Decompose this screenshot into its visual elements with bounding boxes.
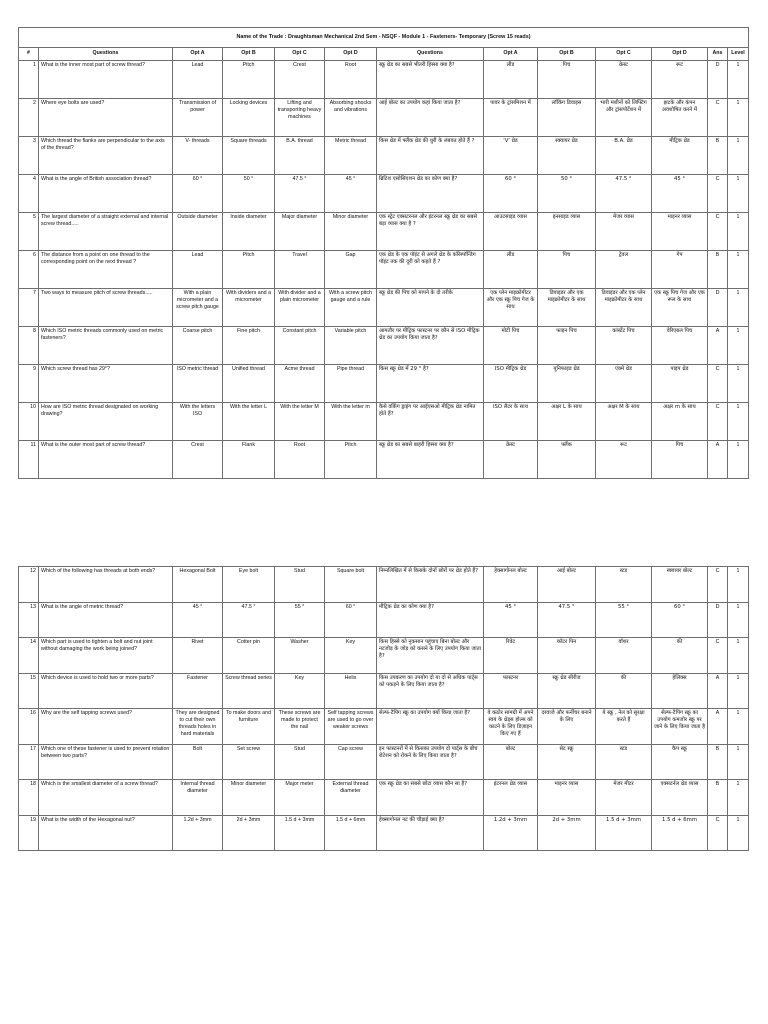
option-d-hindi: एक्सटर्नल थ्रेड व्यास <box>652 780 708 816</box>
answer-key: D <box>708 61 728 99</box>
question-text-hindi: निम्नलिखित में से किसके दोनों छोरों पर थ्रेड होते हैं? <box>377 567 484 603</box>
option-c: Constant pitch <box>275 327 325 365</box>
option-d: Minor diameter <box>325 213 377 251</box>
option-c: Lifting and transporting heavy machines <box>275 99 325 137</box>
option-a-hindi: लीड <box>484 251 538 289</box>
question-text-hindi: किस उपकरण का उपयोग दो या दो से अधिक पार्ट्स को पकड़ने के लिए किया जाता है? <box>377 673 484 709</box>
option-a: 60 ° <box>173 175 223 213</box>
question-table-page-2 <box>18 566 749 851</box>
option-a-hindi: आउटसाइड व्यास <box>484 213 538 251</box>
option-b: Locking devices <box>223 99 275 137</box>
question-text: Which thread the flanks are perpendicular to the axis of the thread? <box>39 137 173 175</box>
difficulty-level: 1 <box>728 815 749 851</box>
option-c: Major diameter <box>275 213 325 251</box>
answer-key: B <box>708 137 728 175</box>
difficulty-level: 1 <box>728 251 749 289</box>
question-number: 15 <box>19 673 39 709</box>
question-number: 13 <box>19 602 39 638</box>
question-row <box>19 441 749 479</box>
difficulty-level: 1 <box>728 673 749 709</box>
option-d-hindi: हेलिक्स <box>652 673 708 709</box>
option-d-hindi: एक स्क्रू पिच गेज और एक रूल के साथ <box>652 289 708 327</box>
option-b-hindi: पिच <box>538 61 596 99</box>
question-row <box>19 744 749 780</box>
option-c-hindi: डिवाइडर और एक प्लेन माइक्रोमीटर के साथ <box>596 289 652 327</box>
question-row <box>19 365 749 403</box>
option-a: Hexagonal Bolt <box>173 567 223 603</box>
header-hindi-question: Questions <box>377 48 484 61</box>
question-number: 1 <box>19 61 39 99</box>
option-d: Self tapping screws are used to go over weaker screws <box>325 709 377 745</box>
question-text-hindi: इन फास्टनरों में से किसका उपयोग दो पार्ट्स के बीच रोटेशन को रोकने के लिए किया जाता है? <box>377 744 484 780</box>
question-row <box>19 709 749 745</box>
header-level: Level <box>728 48 749 61</box>
question-text: Two ways to measure pitch of screw threads..... <box>39 289 173 327</box>
question-row <box>19 780 749 816</box>
option-d-hindi: सेल्फ-टैपिंग स्क्रू का उपयोग कमजोर स्क्रू पर जाने के लिए किया जाता है <box>652 709 708 745</box>
option-b: Eye bolt <box>223 567 275 603</box>
option-c: 1.5 d + 3mm <box>275 815 325 851</box>
option-b: With dividers and a micrometer <box>223 289 275 327</box>
answer-key: A <box>708 709 728 745</box>
question-row <box>19 61 749 99</box>
option-a-hindi: इंटरनल थ्रेड व्यास <box>484 780 538 816</box>
answer-key: B <box>708 780 728 816</box>
option-c-hindi: वॉशर <box>596 638 652 674</box>
question-row <box>19 99 749 137</box>
option-a: Bolt <box>173 744 223 780</box>
option-a: With the letters ISO <box>173 403 223 441</box>
option-d: Pitch <box>325 441 377 479</box>
question-text-hindi: स्क्रू थ्रेड की पिच को मापने के दो तरीके <box>377 289 484 327</box>
option-b-hindi: आई बोल्ट <box>538 567 596 603</box>
option-c: With divider and a plain micrometer <box>275 289 325 327</box>
answer-key: B <box>708 744 728 780</box>
option-b-hindi: 2d + 3mm <box>538 815 596 851</box>
question-text: What is the inner most part of screw thread? <box>39 61 173 99</box>
option-d: Key <box>325 638 377 674</box>
question-text-hindi: एक स्ट्रेट एक्सटरनल और इंटरनल स्क्रू थ्रेड का सबसे बड़ा व्यास क्या है ? <box>377 213 484 251</box>
answer-key: C <box>708 638 728 674</box>
option-a: Crest <box>173 441 223 479</box>
option-c-hindi: मेजर मीटर <box>596 780 652 816</box>
question-number: 19 <box>19 815 39 851</box>
option-a-hindi: फास्टनर <box>484 673 538 709</box>
question-text: Which one of these fastener is used to prevent rotation between two parts? <box>39 744 173 780</box>
option-a: Lead <box>173 61 223 99</box>
answer-key: B <box>708 251 728 289</box>
option-b-hindi: अक्षर L के साथ <box>538 403 596 441</box>
question-table-page-1 <box>18 27 749 479</box>
option-c: With the letter M <box>275 403 325 441</box>
question-text: The largest diameter of a straight external and internal screw thread..... <box>39 213 173 251</box>
option-b: Pitch <box>223 61 275 99</box>
table-body-page-2 <box>19 567 749 851</box>
difficulty-level: 1 <box>728 327 749 365</box>
option-b-hindi: स्क्वायर थ्रेड <box>538 137 596 175</box>
option-a-hindi: ISO मीट्रिक थ्रेड <box>484 365 538 403</box>
option-a: Outside diameter <box>173 213 223 251</box>
option-d: Root <box>325 61 377 99</box>
option-d-hindi: 45 ° <box>652 175 708 213</box>
option-b-hindi: इनसाइड व्यास <box>538 213 596 251</box>
difficulty-level: 1 <box>728 61 749 99</box>
option-a: 1.2d + 3mm <box>173 815 223 851</box>
option-c-hindi: भारी मशीनों को लिफ्टिंग और ट्रांसपोर्टेशन में <box>596 99 652 137</box>
option-a-hindi: मोटी पिच <box>484 327 538 365</box>
answer-key: A <box>708 327 728 365</box>
answer-key: C <box>708 213 728 251</box>
answer-key: C <box>708 567 728 603</box>
question-number: 8 <box>19 327 39 365</box>
option-c: Crest <box>275 61 325 99</box>
difficulty-level: 1 <box>728 744 749 780</box>
option-a: Rivet <box>173 638 223 674</box>
question-number: 3 <box>19 137 39 175</box>
difficulty-level: 1 <box>728 213 749 251</box>
question-text-hindi: एक थ्रेड के एक पॉइंट से अगले थ्रेड के कॉरेस्पॉन्डिंग पॉइंट तक की दूरी को कहते हैं ? <box>377 251 484 289</box>
difficulty-level: 1 <box>728 602 749 638</box>
option-c-hindi: 47.5 ° <box>596 175 652 213</box>
option-d: 1.5 d + 6mm <box>325 815 377 851</box>
question-number: 4 <box>19 175 39 213</box>
option-a: With a plain micrometer and a screw pitch gauge <box>173 289 223 327</box>
question-text-hindi: किस हिस्से को नुकसान पहुंचाए बिना बोल्ट और नटजोड़ के जोड़ को कसने के लिए उपयोग किया जाता है? <box>377 638 484 674</box>
option-d: Square bolt <box>325 567 377 603</box>
option-b: Square threads <box>223 137 275 175</box>
option-a-hindi: क्रेस्ट <box>484 441 538 479</box>
option-d-hindi: मीट्रिक थ्रेड <box>652 137 708 175</box>
option-d: Gap <box>325 251 377 289</box>
option-c-hindi: एक्मे थ्रेड <box>596 365 652 403</box>
header-hindi-opt-d: Opt D <box>652 48 708 61</box>
question-text: Which of the following has threads at both ends? <box>39 567 173 603</box>
question-number: 5 <box>19 213 39 251</box>
question-text-hindi: स्क्रू थ्रेड का सबसे भीतरी हिस्सा क्या है? <box>377 61 484 99</box>
option-b-hindi: पिच <box>538 251 596 289</box>
question-number: 9 <box>19 365 39 403</box>
answer-key: C <box>708 99 728 137</box>
question-text-hindi: कैसे वर्किंग ड्राइंग पर आईएसओ मीट्रिक थ्रेड नामित होते हैं? <box>377 403 484 441</box>
question-row <box>19 175 749 213</box>
question-text-hindi: किस स्क्रू थ्रेड में 29 ° है? <box>377 365 484 403</box>
option-a: Internal thread diameter <box>173 780 223 816</box>
option-d: With a screw pitch gauge and a rule <box>325 289 377 327</box>
question-text-hindi: सेल्फ-टैपिंग स्क्रू का उपयोग क्यों किया जाता है? <box>377 709 484 745</box>
option-d-hindi: पाइप थ्रेड <box>652 365 708 403</box>
option-a-hindi: लीड <box>484 61 538 99</box>
header-hindi-opt-a: Opt A <box>484 48 538 61</box>
question-text: The distance from a point on one thread to the corresponding point on the next thread ? <box>39 251 173 289</box>
question-row <box>19 638 749 674</box>
header-opt-d: Opt D <box>325 48 377 61</box>
option-a: 45 ° <box>173 602 223 638</box>
option-b-hindi: कॉटर पिन <box>538 638 596 674</box>
question-text: Which part is used to tighten a bolt and nut joint without damaging the work being joined? <box>39 638 173 674</box>
difficulty-level: 1 <box>728 709 749 745</box>
option-b-hindi: 50 ° <box>538 175 596 213</box>
title-row <box>19 28 749 48</box>
question-text-hindi: स्क्रू थ्रेड का सबसे बाहरी हिस्सा क्या है? <box>377 441 484 479</box>
option-a-hindi: बोल्ट <box>484 744 538 780</box>
option-a-hindi: 1.2d + 3mm <box>484 815 538 851</box>
header-row <box>19 48 749 61</box>
question-text: Which screw thread has 29°? <box>39 365 173 403</box>
header-opt-a: Opt A <box>173 48 223 61</box>
option-c-hindi: रूट <box>596 441 652 479</box>
option-b: Set screw <box>223 744 275 780</box>
answer-key: D <box>708 602 728 638</box>
question-number: 11 <box>19 441 39 479</box>
option-b: With the letter L <box>223 403 275 441</box>
option-b-hindi: दरवाजे और फर्नीचर बनाने के लिए <box>538 709 596 745</box>
option-a: Fastener <box>173 673 223 709</box>
header-opt-c: Opt C <box>275 48 325 61</box>
question-row <box>19 137 749 175</box>
header-hindi-opt-b: Opt B <box>538 48 596 61</box>
difficulty-level: 1 <box>728 137 749 175</box>
option-c: 47.5 ° <box>275 175 325 213</box>
question-number: 7 <box>19 289 39 327</box>
table-body-page-1 <box>19 28 749 479</box>
option-d-hindi: की <box>652 638 708 674</box>
option-d: With the letter m <box>325 403 377 441</box>
question-row <box>19 251 749 289</box>
question-text-hindi: आमतौर पर मीट्रिक फास्टनर पर कौन से ISO मीट्रिक थ्रेड का उपयोग किया जाता है? <box>377 327 484 365</box>
option-c-hindi: ये स्क्रू , नेल को सुरक्षा करते हैं <box>596 709 652 745</box>
question-text-hindi: हेक्सागोनल नट की चौड़ाई क्या है? <box>377 815 484 851</box>
answer-key: C <box>708 175 728 213</box>
option-d-hindi: कैप स्क्रू <box>652 744 708 780</box>
question-row <box>19 403 749 441</box>
option-b: 47.5 ° <box>223 602 275 638</box>
option-b-hindi: माइनर व्यास <box>538 780 596 816</box>
difficulty-level: 1 <box>728 289 749 327</box>
question-number: 14 <box>19 638 39 674</box>
question-row <box>19 567 749 603</box>
option-b-hindi: डिवाइडर और एक माइक्रोमीटर के साथ <box>538 289 596 327</box>
answer-key: C <box>708 815 728 851</box>
option-a: Lead <box>173 251 223 289</box>
question-number: 10 <box>19 403 39 441</box>
option-a-hindi: एक प्लेन माइक्रोमीटर और एक स्क्रू पिच गेज के साथ <box>484 289 538 327</box>
answer-key: A <box>708 673 728 709</box>
question-text-hindi: मीट्रिक थ्रेड का कोण क्या है? <box>377 602 484 638</box>
option-c: B.A. thread <box>275 137 325 175</box>
option-a-hindi: ISO लैटर के साथ <box>484 403 538 441</box>
answer-key: C <box>708 403 728 441</box>
option-d: External thread diameter <box>325 780 377 816</box>
option-c: Acme thread <box>275 365 325 403</box>
option-c-hindi: B.A. थ्रेड <box>596 137 652 175</box>
option-d-hindi: 60 ° <box>652 602 708 638</box>
question-number: 16 <box>19 709 39 745</box>
option-a-hindi: वे कठोर सामग्री में अपने स्वयं के थ्रेड्स होल्स को काटने के लिए डिज़ाइन किए गए हैं <box>484 709 538 745</box>
option-c-hindi: अक्षर M के साथ <box>596 403 652 441</box>
answer-key: A <box>708 441 728 479</box>
option-b: Screw thread series <box>223 673 275 709</box>
question-text: Why are the self tapping screws used? <box>39 709 173 745</box>
question-row <box>19 673 749 709</box>
question-number: 6 <box>19 251 39 289</box>
option-c-hindi: क्रेस्ट <box>596 61 652 99</box>
option-b-hindi: फाइन पिच <box>538 327 596 365</box>
difficulty-level: 1 <box>728 441 749 479</box>
option-b: Pitch <box>223 251 275 289</box>
question-text-hindi: आई बोल्ट का उपयोग कहां किया जाता है? <box>377 99 484 137</box>
question-row <box>19 815 749 851</box>
question-text: Which device is used to hold two or more parts? <box>39 673 173 709</box>
question-text: What is the angle of metric thread? <box>39 602 173 638</box>
difficulty-level: 1 <box>728 567 749 603</box>
option-c-hindi: स्टड <box>596 744 652 780</box>
option-d: Metric thread <box>325 137 377 175</box>
question-number: 18 <box>19 780 39 816</box>
option-a-hindi: पावर के ट्रांसमिशन में <box>484 99 538 137</box>
option-c: Stud <box>275 567 325 603</box>
option-c-hindi: स्टड <box>596 567 652 603</box>
question-row <box>19 289 749 327</box>
option-b: 2d + 3mm <box>223 815 275 851</box>
option-c-hindi: कांस्टेंट पिच <box>596 327 652 365</box>
option-b: 50 ° <box>223 175 275 213</box>
question-number: 17 <box>19 744 39 780</box>
question-row <box>19 327 749 365</box>
option-c: 55 ° <box>275 602 325 638</box>
option-c-hindi: 1.5 d + 3mm <box>596 815 652 851</box>
question-text: Where eye bolts are used? <box>39 99 173 137</box>
option-b: Unified thread <box>223 365 275 403</box>
question-number: 12 <box>19 567 39 603</box>
option-b: To make doors and furniture <box>223 709 275 745</box>
option-b-hindi: सेट स्क्रू <box>538 744 596 780</box>
difficulty-level: 1 <box>728 638 749 674</box>
question-text-hindi: किस थ्रेड में फ्लैंक थ्रेड की धुरी के लंबवत होते हैं ? <box>377 137 484 175</box>
header-question: Questions <box>39 48 173 61</box>
option-a: They are designed to cut their own threads holes in hard materials <box>173 709 223 745</box>
option-a: Transmission of power <box>173 99 223 137</box>
option-a-hindi: 45 ° <box>484 602 538 638</box>
option-b-hindi: स्क्रू थ्रेड सीरीज <box>538 673 596 709</box>
option-b: Fine pitch <box>223 327 275 365</box>
option-d: Variable pitch <box>325 327 377 365</box>
header-opt-b: Opt B <box>223 48 275 61</box>
option-a-hindi: हेक्सागोनल बोल्ट <box>484 567 538 603</box>
header-number: # <box>19 48 39 61</box>
option-d-hindi: गेप <box>652 251 708 289</box>
option-c-hindi: मेजर व्यास <box>596 213 652 251</box>
option-a-hindi: 'V' थ्रेड <box>484 137 538 175</box>
answer-key: C <box>708 365 728 403</box>
difficulty-level: 1 <box>728 403 749 441</box>
option-d: 60 ° <box>325 602 377 638</box>
option-c: Key <box>275 673 325 709</box>
question-row <box>19 213 749 251</box>
header-hindi-opt-c: Opt C <box>596 48 652 61</box>
option-d: 45 ° <box>325 175 377 213</box>
option-b-hindi: फ्लैंक <box>538 441 596 479</box>
option-c-hindi: 55 ° <box>596 602 652 638</box>
question-text-hindi: एक स्क्रू थ्रेड का सबसे छोटा व्यास कौन सा है? <box>377 780 484 816</box>
option-d-hindi: रूट <box>652 61 708 99</box>
difficulty-level: 1 <box>728 780 749 816</box>
question-text: How are ISO metric thread designated on working drawing? <box>39 403 173 441</box>
option-c: Stud <box>275 744 325 780</box>
option-a: Coarse pitch <box>173 327 223 365</box>
option-d-hindi: अक्षर m के साथ <box>652 403 708 441</box>
option-d: Absorbing shocks and vibrations <box>325 99 377 137</box>
option-a: V- threads <box>173 137 223 175</box>
option-c: Travel <box>275 251 325 289</box>
option-b-hindi: यूनिफाइड थ्रेड <box>538 365 596 403</box>
option-c: These screws are made to protect the nail <box>275 709 325 745</box>
difficulty-level: 1 <box>728 365 749 403</box>
header-answer: Ans <box>708 48 728 61</box>
question-row <box>19 602 749 638</box>
difficulty-level: 1 <box>728 175 749 213</box>
option-d-hindi: पिच <box>652 441 708 479</box>
option-d-hindi: माइनर व्यास <box>652 213 708 251</box>
option-b-hindi: 47.5 ° <box>538 602 596 638</box>
option-d-hindi: झटके और कंपन अवशोषित करने में <box>652 99 708 137</box>
option-b: Cotter pin <box>223 638 275 674</box>
option-d: Helix <box>325 673 377 709</box>
option-b: Minor diameter <box>223 780 275 816</box>
question-text: What is the angle of British association thread? <box>39 175 173 213</box>
option-a-hindi: रिवेट <box>484 638 538 674</box>
question-text: Which ISO metric threads commonly used on metric fasteners? <box>39 327 173 365</box>
option-c: Washer <box>275 638 325 674</box>
option-c-hindi: ट्रेवल <box>596 251 652 289</box>
option-d: Pipe thread <box>325 365 377 403</box>
question-text: What is the outer most part of screw thread? <box>39 441 173 479</box>
option-d-hindi: 1.5 d + 6mm <box>652 815 708 851</box>
option-c: Major meter <box>275 780 325 816</box>
document-title: Name of the Trade : Draughtsman Mechanical 2nd Sem - NSQF - Module 1 - Fasteners- Temporary (Screw 15 reads) <box>19 28 749 48</box>
option-b-hindi: लॉकिंग डिवाइस <box>538 99 596 137</box>
option-d: Cap screw <box>325 744 377 780</box>
option-a-hindi: 60 ° <box>484 175 538 213</box>
option-b: Inside diameter <box>223 213 275 251</box>
option-d-hindi: वेरिएबल पिच <box>652 327 708 365</box>
difficulty-level: 1 <box>728 99 749 137</box>
option-b: Flank <box>223 441 275 479</box>
option-c: Root <box>275 441 325 479</box>
option-c-hindi: की <box>596 673 652 709</box>
question-number: 2 <box>19 99 39 137</box>
answer-key: D <box>708 289 728 327</box>
option-d-hindi: स्क्वायर बोल्ट <box>652 567 708 603</box>
question-text-hindi: ब्रिटिश एसोसिएशन थ्रेड का कोण क्या है? <box>377 175 484 213</box>
question-text: Which is the smallest diameter of a screw thread? <box>39 780 173 816</box>
option-a: ISO metric thread <box>173 365 223 403</box>
question-text: What is the width of the Hexagonal nut? <box>39 815 173 851</box>
